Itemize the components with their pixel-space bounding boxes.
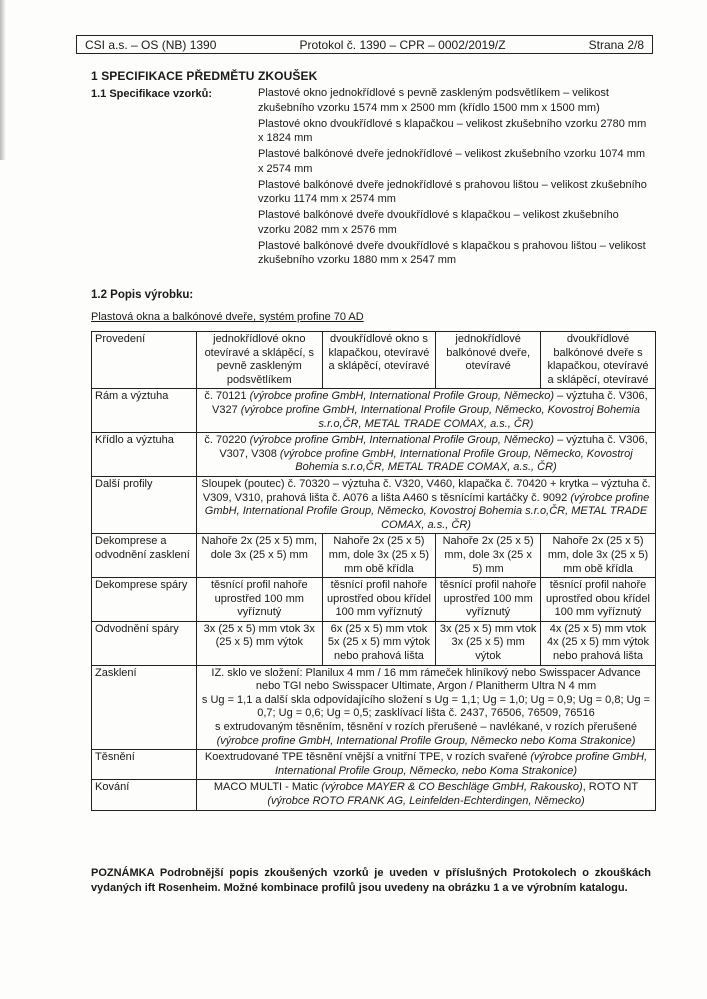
cell-text-italic: (výrobce profine GmbH, International Profile Group, Německo, Kovostroj Bohemia s.r.o,ČR, METAL TRADE COMAX, a.s., ČR) bbox=[279, 447, 633, 474]
page-header bbox=[76, 35, 653, 54]
cell-line: s Ug = 1,1 a další skla odpovídajícího složení s Ug = 1,1; Ug = 1,0; Ug = 0,9; Ug = 0,8; Ug = 0,7; Ug = 0,6; Ug = 0,5; zasklívací lišta č. 2437, 76506, 76509, 76516 bbox=[201, 693, 651, 720]
table-row-dalsi-profily bbox=[92, 476, 656, 533]
table-row-dekomprese-spary bbox=[92, 578, 656, 622]
table-row-odvodneni bbox=[92, 621, 656, 665]
table-row-kovani bbox=[92, 780, 656, 810]
cell-text-italic: (výrobce profine GmbH, International Profile Group, Německo, Kovostroj Bohemia s.r.o,ČR, METAL TRADE COMAX, a.s., ČR) bbox=[240, 403, 640, 430]
table-cell: těsnící profil nahoře uprostřed 100 mm vyříznutý bbox=[197, 578, 323, 622]
spec-item: Plastové balkónové dveře jednokřídlové s prahovou lištou – velikost zkušebního vzorku 1174 mm x 2574 mm bbox=[258, 178, 647, 205]
cell-text: – výztuha č. V306, V307, V308 bbox=[219, 434, 648, 460]
row-label: Zasklení bbox=[92, 665, 197, 750]
table-cell: Nahoře 2x (25 x 5) mm, dole 3x (25 x 5) mm obě křídla bbox=[541, 534, 656, 578]
row-label: Kování bbox=[92, 780, 197, 810]
table-cell bbox=[197, 389, 656, 433]
table-row-dekomprese-zaskleni bbox=[92, 534, 656, 578]
note-paragraph: POZNÁMKA Podrobnější popis zkoušených vzorků je uveden v příslušných Protokolech o zkouškách vydaných ift Rosenheim. Možné kombinace profilů jsou uvedeny na obrázku 1 a ve výrobním katalogu. bbox=[91, 867, 651, 894]
table-cell: dvoukřídlové balkónové dveře s klapačkou, otevíravé a sklápěcí, otevíravé bbox=[541, 332, 656, 389]
header-center: Protokol č. 1390 – CPR – 0002/2019/Z bbox=[299, 37, 506, 52]
table-row-provedeni bbox=[92, 332, 656, 389]
table-cell: dvoukřídlové okno s klapačkou, otevíravé a sklápěcí, otevíravé bbox=[322, 332, 436, 389]
cell-text-italic: (výrobce MAYER & CO Beschläge GmbH, Rakousko) bbox=[321, 781, 583, 794]
cell-text-italic: (výrobce profine GmbH, International Profile Group, Německo) bbox=[249, 390, 555, 403]
table-cell: 3x (25 x 5) mm vtok 3x (25 x 5) mm výtok bbox=[197, 621, 323, 665]
table-cell: 6x (25 x 5) mm vtok 5x (25 x 5) mm výtok nebo prahová lišta bbox=[322, 621, 436, 665]
cell-text-italic: (výrobce profine GmbH, International Profile Group, Německo, Kovostroj Bohemia s.r.o,ČR, METAL TRADE COMAX, a.s., ČR) bbox=[204, 491, 650, 531]
table-cell bbox=[197, 780, 656, 810]
table-cell: Nahoře 2x (25 x 5) mm, dole 3x (25 x 5) mm bbox=[436, 534, 541, 578]
table-cell bbox=[197, 750, 656, 780]
row-label: Odvodnění spáry bbox=[92, 621, 197, 665]
spec-item: Plastové balkónové dveře jednokřídlové – velikost zkušebního vzorku 1074 mm x 2574 mm bbox=[258, 148, 646, 175]
cell-text-italic: (výrobce profine GmbH, International Profile Group, Německo nebo Koma Strakonice) bbox=[216, 734, 636, 747]
cell-line: IZ. sklo ve složení: Planilux 4 mm / 16 mm rámeček hliníkový nebo Swisspacer Advance nebo TGI nebo Swisspacer Ultimate, Argon / Planitherm Ultra N 4 mm bbox=[211, 666, 641, 693]
spec-item: Plastové balkónové dveře dvoukřídlové s klapačkou s prahovou lištou – velikost zkušebního vzorku 1880 mm x 2547 mm bbox=[258, 239, 646, 266]
table-cell: těsnící profil nahoře uprostřed obou křídel 100 mm vyříznutý bbox=[541, 578, 656, 622]
row-label: Rám a výztuha bbox=[92, 389, 197, 433]
sample-specification-list bbox=[258, 86, 648, 269]
row-label: Těsnění bbox=[92, 750, 197, 780]
table-cell: Nahoře 2x (25 x 5) mm, dole 3x (25 x 5) mm bbox=[197, 534, 323, 578]
cell-text: č. 70121 bbox=[204, 390, 250, 403]
cell-text: č. 70220 bbox=[204, 434, 250, 447]
table-cell: 3x (25 x 5) mm vtok 3x (25 x 5) mm výtok bbox=[436, 621, 541, 665]
table-cell: těsnící profil nahoře uprostřed 100 mm vyříznutý bbox=[436, 578, 541, 622]
table-cell bbox=[197, 665, 656, 750]
cell-text: MACO MULTI - Matic bbox=[213, 781, 322, 794]
table-cell bbox=[197, 433, 656, 477]
table-cell: 4x (25 x 5) mm vtok 4x (25 x 5) mm výtok nebo prahová lišta bbox=[541, 621, 656, 665]
cell-text: – výztuha č. V306, V327 bbox=[212, 390, 648, 416]
table-row-tesneni bbox=[92, 750, 656, 780]
cell-text: Koextrudované TPE těsnění vnější a vnitřní TPE, v rozích svařené bbox=[204, 751, 531, 764]
table-row-zaskleni bbox=[92, 665, 656, 750]
row-label: Další profily bbox=[92, 476, 197, 533]
cell-line: s extrudovaným těsněním, těsnění v rozích přerušené – navlékané, v rozích přerušené bbox=[215, 721, 637, 734]
header-page-number: Strana 2/8 bbox=[588, 37, 644, 52]
spec-item: Plastové balkónové dveře dvoukřídlové s klapačkou – velikost zkušebního vzorku 2082 mm x 2576 mm bbox=[258, 209, 619, 236]
cell-line-italic bbox=[200, 735, 652, 749]
table-row-kridlo bbox=[92, 433, 656, 477]
table-cell: těsnící profil nahoře uprostřed obou křídel 100 mm vyříznutý bbox=[322, 578, 436, 622]
table-cell: jednokřídlové okno otevíravé a sklápěcí, s pevně zaskleným podsvětlíkem bbox=[197, 332, 323, 389]
cell-text: , ROTO NT bbox=[582, 781, 639, 794]
spec-item: Plastové okno dvoukřídlové s klapačkou – velikost zkušebního vzorku 2780 mm x 1824 mm bbox=[258, 117, 647, 144]
table-cell bbox=[197, 476, 656, 533]
section-1-1-label: 1.1 Specifikace vzorků: bbox=[91, 88, 213, 100]
spec-item: Plastové okno jednokřídlové s pevně zaskleným podsvětlíkem – velikost zkušebního vzorku 1574 mm x 2500 mm (křídlo 1500 mm x 1500 mm) bbox=[258, 87, 609, 114]
section-1-title: 1 SPECIFIKACE PŘEDMĚTU ZKOUŠEK bbox=[91, 69, 318, 83]
table-row-ram bbox=[92, 389, 656, 433]
header-left: CSI a.s. – OS (NB) 1390 bbox=[85, 37, 217, 52]
product-subtitle: Plastová okna a balkónové dveře, systém profine 70 AD bbox=[91, 311, 364, 323]
product-description-table bbox=[91, 331, 656, 811]
cell-text-italic: (výrobce profine GmbH, International Profile Group, Německo) bbox=[249, 434, 555, 447]
section-1-2-label: 1.2 Popis výrobku: bbox=[91, 289, 194, 301]
table-cell: jednokřídlové balkónové dveře, otevíravé bbox=[436, 332, 541, 389]
table-cell: Nahoře 2x (25 x 5) mm, dole 3x (25 x 5) mm obě křídla bbox=[322, 534, 436, 578]
row-label: Dekomprese a odvodnění zasklení bbox=[92, 534, 197, 578]
cell-text-italic: (výrobce profine GmbH, International Profile Group, Německo, nebo Koma Strakonice) bbox=[274, 751, 648, 777]
row-label: Provedení bbox=[92, 332, 197, 389]
row-label: Křídlo a výztuha bbox=[92, 433, 197, 477]
scan-edge-shadow bbox=[0, 0, 6, 160]
row-label: Dekomprese spáry bbox=[92, 578, 197, 622]
cell-text: Sloupek (poutec) č. 70320 – výztuha č. V320, V460, klapačka č. 70420 + krytka – výztuha č. V309, V310, prahová lišta č. A076 a lišta A460 s těsnícími kartáčky č. 9092 bbox=[201, 477, 651, 504]
cell-text-italic: (výrobce ROTO FRANK AG, Leinfelden-Echterdingen, Německo) bbox=[267, 795, 585, 807]
